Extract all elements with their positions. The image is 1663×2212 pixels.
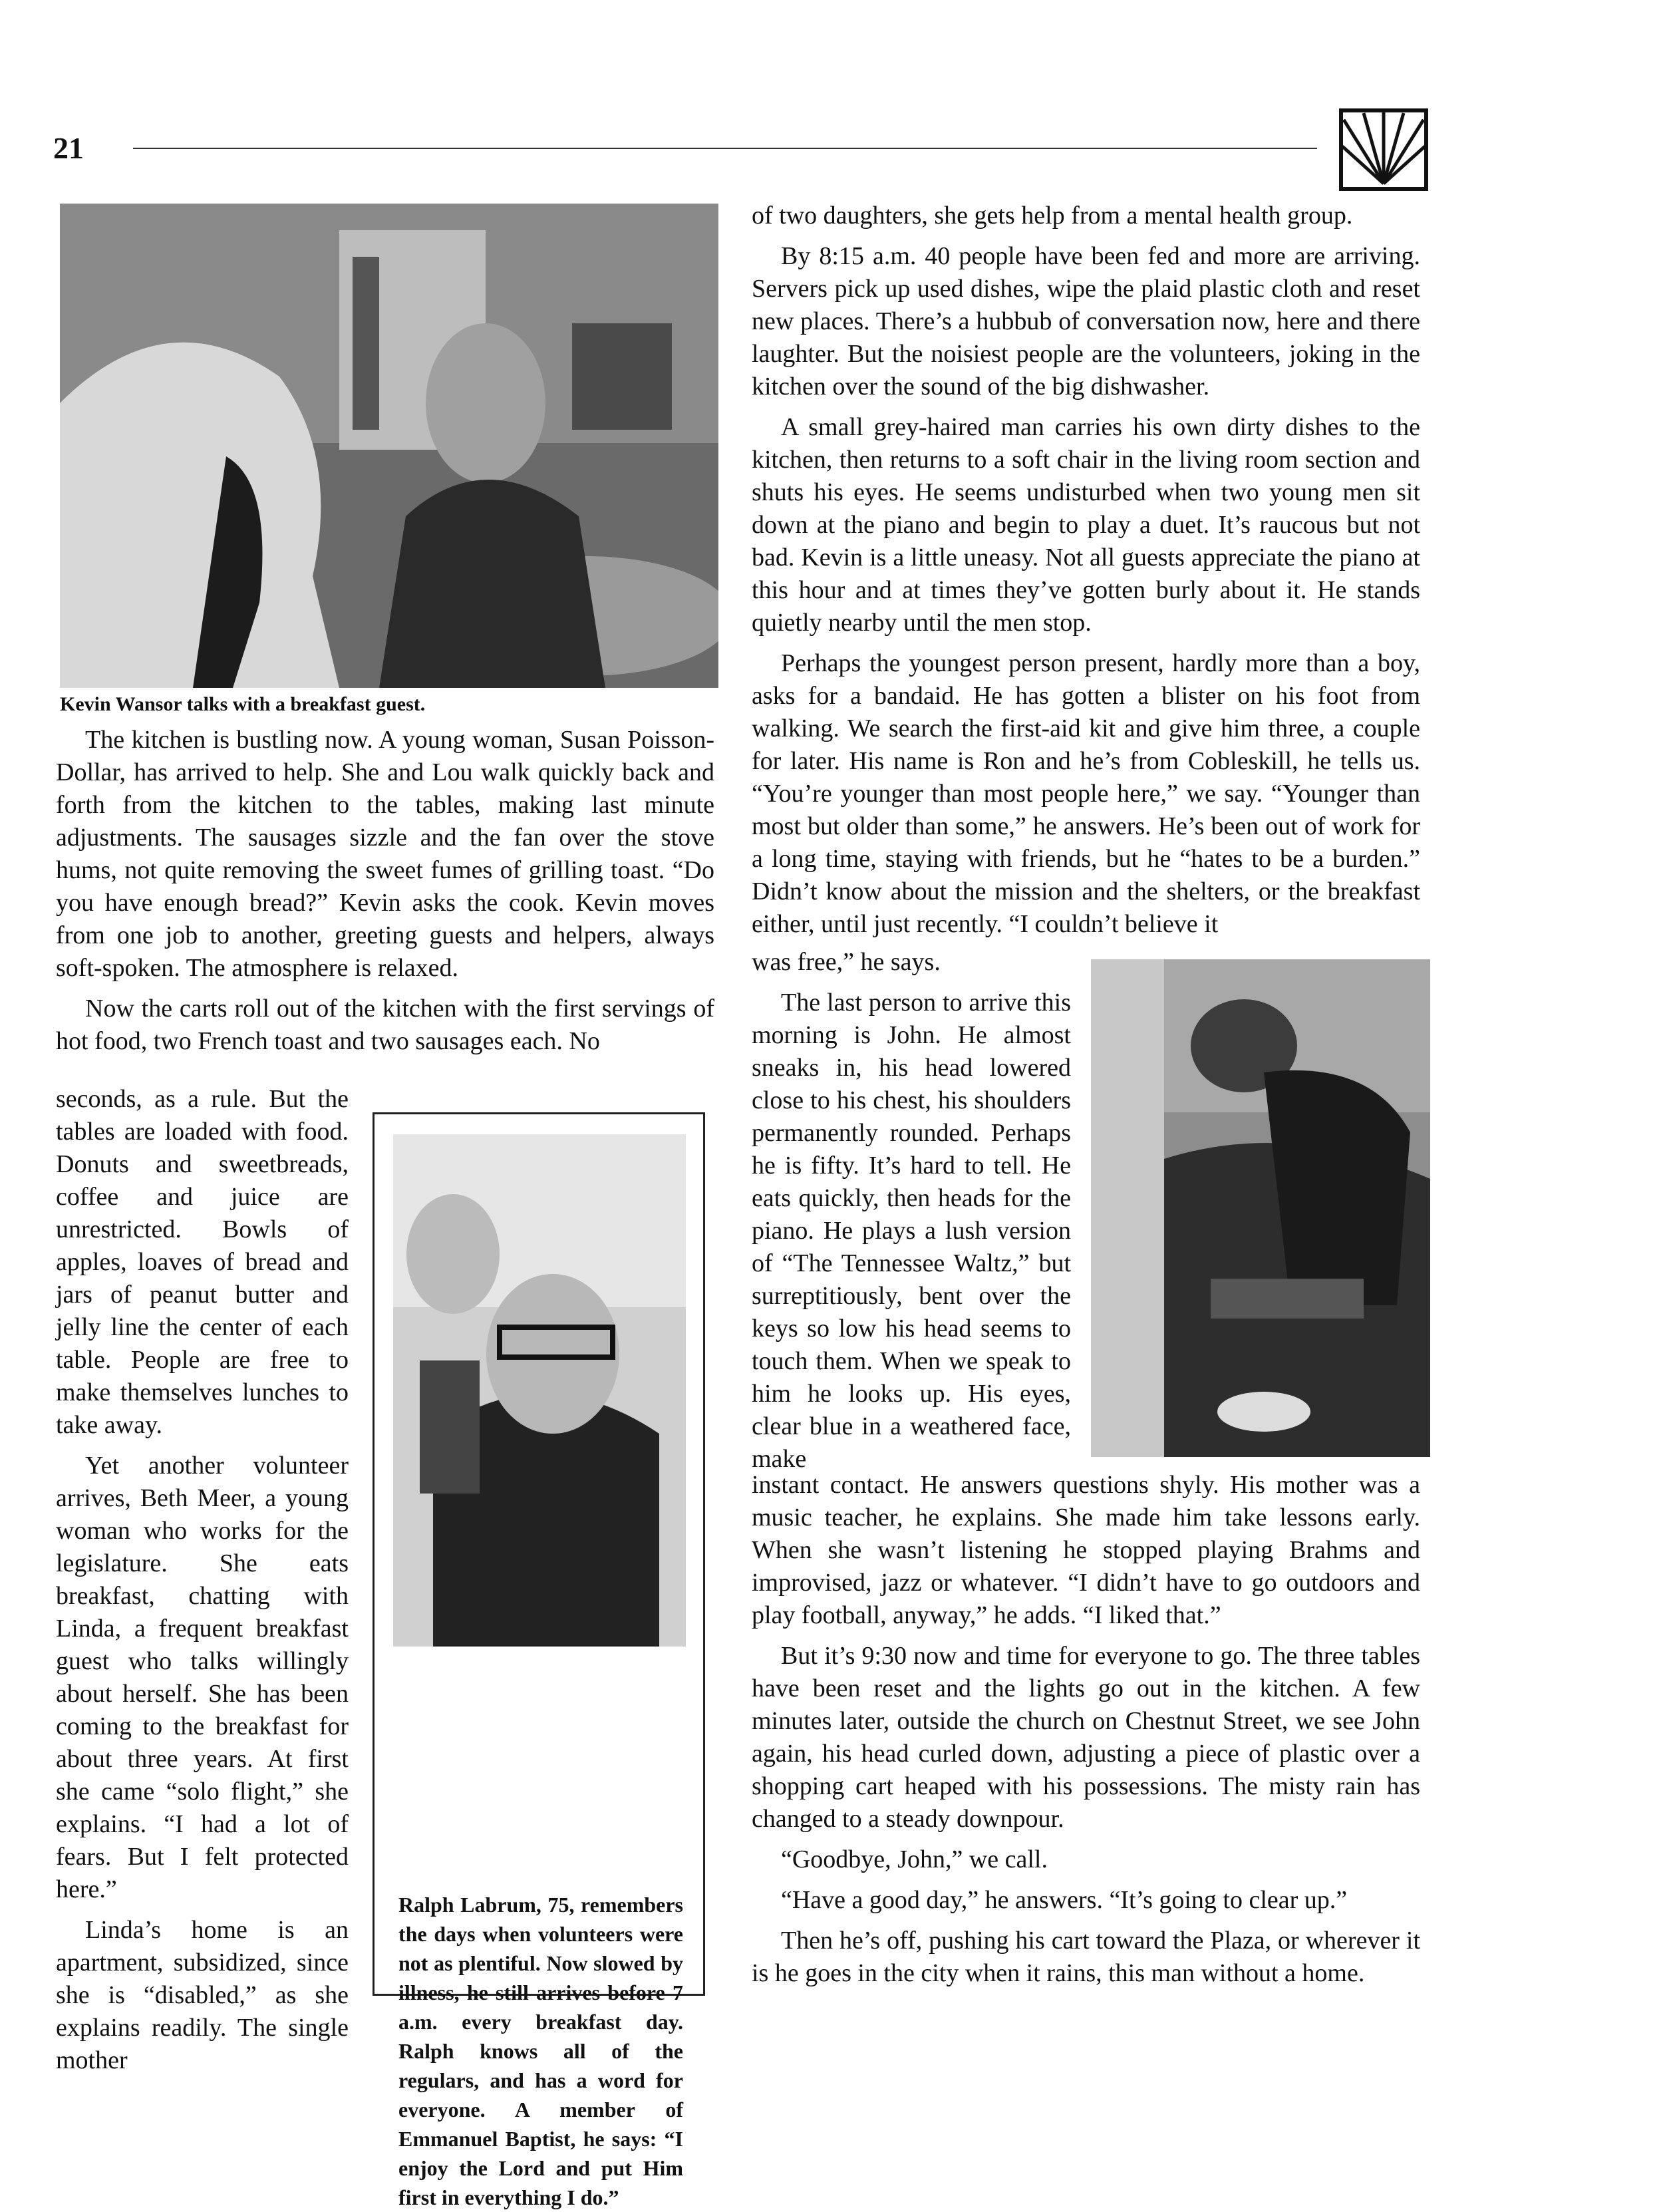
right-paragraph-9: Then he’s off, pushing his cart toward the Plaza, or wherever it is he goes in the city when it rains, this man without a home. bbox=[752, 1927, 1420, 1987]
left-paragraph-1: The kitchen is bustling now. A young woman, Susan Poisson-Dollar, has arrived to help. She and Lou walk quickly back and forth from the kitchen to the tables, making last minute adjustments. The sausages sizzle and the fan over the stove hums, not quite removing the sweet fumes of grilling toast. “Do you have enough bread?” Kevin asks the cook. Kevin moves from one job to another, greeting guests and helpers, always soft-spoken. The atmosphere is relaxed. bbox=[56, 726, 714, 982]
right-column-top bbox=[752, 200, 1420, 949]
right-paragraph-8: “Have a good day,” he answers. “It’s going to clear up.” bbox=[781, 1886, 1348, 1914]
right-paragraph-3: A small grey-haired man carries his own dirty dishes to the kitchen, then returns to a soft chair in the living room section and shuts his eyes. He seems undisturbed when two young men sit down at the piano and begin to play a duet. It’s raucous but not bad. Kevin is a little uneasy. Not all guests appreciate the piano at this hour and at times they’ve gotten burly about it. He stands quietly nearby until the men stop. bbox=[752, 413, 1420, 637]
photo-john-piano bbox=[1091, 959, 1430, 1457]
right-paragraph-1: of two daughters, she gets help from a mental health group. bbox=[752, 202, 1353, 230]
left-column-narrow bbox=[56, 1083, 349, 2085]
photo-ralph bbox=[393, 1134, 686, 1647]
header-rule bbox=[133, 148, 1317, 149]
left-paragraph-3: Yet another volunteer arrives, Beth Meer, a young woman who works for the legislature. She eats breakfast, chatting with Linda, a frequent breakfast guest who talks willingly about herself. She has been coming to the breakfast for about three years. At first she came “solo flight,” she explains. “I had a lot of fears. But I felt protected here.” bbox=[56, 1452, 349, 1903]
page-number: 21 bbox=[53, 131, 84, 165]
right-paragraph-5b: instant contact. He answers questions shyly. His mother was a music teacher, he explains. She made him take lessons early. When she wasn’t listening he stopped playing Brahms and improvised, jazz or whatever. “I didn’t have to go outdoors and play football, anyway,” he adds. “I liked that.” bbox=[752, 1471, 1420, 1629]
right-column-bottom bbox=[752, 1469, 1420, 1998]
right-paragraph-4b: was free,” he says. bbox=[752, 948, 941, 976]
right-paragraph-4a: Perhaps the youngest person present, hardly more than a boy, asks for a bandaid. He has gotten a blister on his foot from walking. We search the first-aid kit and give him three, a couple for later. His name is Ron and he’s from Cobleskill, he tells us. “You’re younger than most people here,” we say. “Younger than most but older than some,” he answers. He’s been out of work for a long time, staying with friends, but he “hates to be a burden.” Didn’t know about the mission and the shelters, or the breakfast either, until just recently. “I couldn’t believe it bbox=[752, 649, 1420, 938]
caption-kevin: Kevin Wansor talks with a breakfast guest. bbox=[60, 693, 426, 715]
photo-box bbox=[373, 1112, 705, 2209]
sunburst-logo-icon bbox=[1337, 106, 1430, 193]
caption-ralph: Ralph Labrum, 75, remembers the days when volunteers were not as plentiful. Now slowed by illness, he still arrives before 7 a.m. every breakfast day. Ralph knows all of the regulars, and has a word for everyone. A member of Emmanuel Baptist, he says: “I enjoy the Lord and put Him first in everything I do.” bbox=[398, 1893, 683, 2209]
right-column-narrow bbox=[752, 946, 1071, 1484]
left-column-top bbox=[56, 724, 714, 1066]
left-paragraph-2b: seconds, as a rule. But the tables are loaded with food. Donuts and sweetbreads, coffee and juice are unrestricted. Bowls of apples, loaves of bread and jars of peanut butter and jelly line the center of each table. People are free to make themselves lunches to take away. bbox=[56, 1085, 349, 1439]
right-paragraph-6: But it’s 9:30 now and time for everyone to go. The three tables have been reset and the lights go out in the kitchen. A few minutes later, outside the church on Chestnut Street, we see John again, his head curled down, adjusting a piece of plastic over a shopping cart heaped with his possessions. The misty rain has changed to a steady downpour. bbox=[752, 1642, 1420, 1833]
right-paragraph-7: “Goodbye, John,” we call. bbox=[781, 1845, 1048, 1873]
left-paragraph-4: Linda’s home is an apartment, subsidized, since she is “disabled,” as she explains readily. The single mother bbox=[56, 1916, 349, 2074]
right-paragraph-5a: The last person to arrive this morning is John. He almost sneaks in, his head lowered close to his chest, his shoulders permanently rounded. Perhaps he is fifty. It’s hard to tell. He eats quickly, then heads for the piano. He plays a lush version of “The Tennessee Waltz,” but surreptitiously, bent over the keys so low his head seems to touch them. When we speak to him he looks up. His eyes, clear blue in a weathered face, make bbox=[752, 989, 1071, 1473]
left-paragraph-2a: Now the carts roll out of the kitchen with the first servings of hot food, two French toast and two sausages each. No bbox=[56, 995, 714, 1055]
right-paragraph-2: By 8:15 a.m. 40 people have been fed and more are arriving. Servers pick up used dishes, wipe the plaid plastic cloth and reset new places. There’s a hubbub of conversation now, here and there laughter. But the noisiest people are the volunteers, joking in the kitchen over the sound of the big dishwasher. bbox=[752, 242, 1420, 400]
photo-kevin-with-guest bbox=[60, 204, 718, 688]
